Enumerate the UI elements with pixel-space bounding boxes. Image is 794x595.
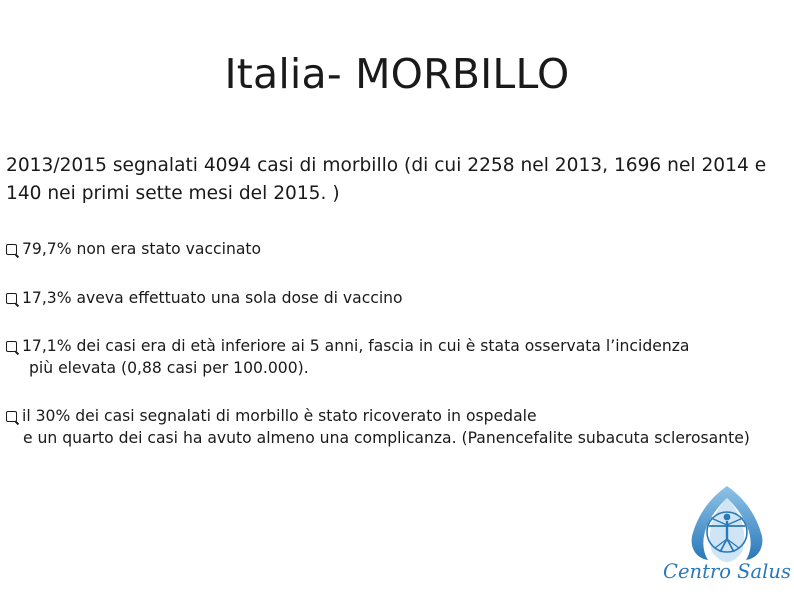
logo-wordmark: Centro Salus (663, 560, 791, 583)
centro-salus-logo (660, 484, 792, 590)
bullet-text: 79,7% non era stato vaccinato (22, 240, 262, 258)
bullet-text: 17,3% aveva effettuato una sola dose di vaccino (22, 289, 403, 307)
checkbox-square-icon (6, 244, 17, 255)
checkbox-square-icon (6, 293, 17, 304)
bullet-text: 17,1% dei casi era di età inferiore ai 5 anni, fascia in cui è stata osservata l’incidenza (22, 337, 690, 355)
checkbox-square-icon (6, 341, 17, 352)
bullet-text-continuation: più elevata (0,88 casi per 100.000). (29, 359, 309, 377)
slide-title: Italia- MORBILLO (224, 50, 570, 98)
bullet-item (6, 405, 792, 449)
checkbox-square-icon (6, 411, 17, 422)
bullet-item (6, 287, 792, 309)
intro-paragraph: 2013/2015 segnalati 4094 casi di morbillo (di cui 2258 nel 2013, 1696 nel 2014 e 140 nei primi sette mesi del 2015. ) (6, 155, 767, 204)
bullet-text: il 30% dei casi segnalati di morbillo è stato ricoverato in ospedale (22, 407, 537, 425)
bullet-text-continuation: e un quarto dei casi ha avuto almeno una complicanza. (Panencefalite subacuta sclerosante) (23, 429, 750, 447)
vitruvian-man-icon (682, 484, 772, 564)
bullet-item (6, 335, 792, 379)
bullet-item (6, 238, 792, 260)
